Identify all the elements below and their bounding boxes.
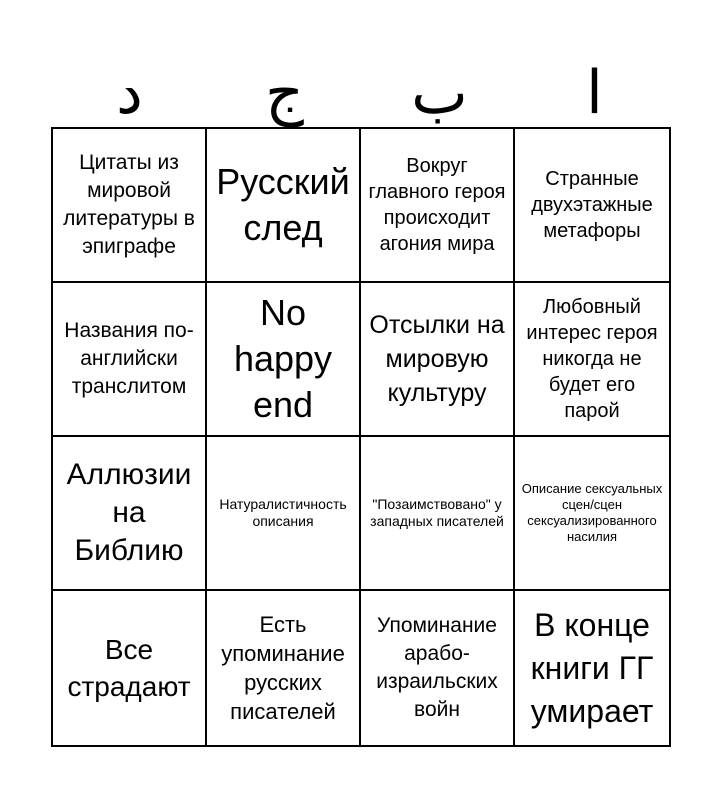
bingo-header: [52, 58, 672, 128]
cell-text: Вокруг главного героя происходит агония мира: [368, 155, 506, 255]
bingo-cell-r2c3[interactable]: [361, 283, 515, 437]
cell-text: Любовный интерес героя никогда не будет его парой: [526, 296, 658, 422]
bingo-cell-r4c3[interactable]: [361, 591, 515, 745]
header-letter-4: د: [116, 58, 143, 128]
bingo-cell-r3c2[interactable]: [207, 437, 361, 591]
cell-text: Упоминание арабо-израильских войн: [376, 614, 498, 721]
cell-text: Все страдают: [67, 634, 191, 702]
bingo-cell-r4c1[interactable]: [53, 591, 207, 745]
cell-text: Цитаты из мировой литературы в эпиграфе: [63, 151, 195, 258]
cell-text: В конце книги ГГ умирает: [530, 606, 654, 729]
cell-text: "Позаимствовано" у западных писателей: [370, 496, 504, 529]
cell-text: Есть упоминание русских писателей: [221, 612, 345, 724]
bingo-cell-r1c1[interactable]: [53, 129, 207, 283]
header-letter-3: ج: [265, 58, 304, 128]
bingo-cell-r3c3[interactable]: [361, 437, 515, 591]
bingo-cell-r3c4[interactable]: [515, 437, 669, 591]
cell-text: Натуралистичность описания: [219, 496, 347, 529]
bingo-cell-r2c4[interactable]: [515, 283, 669, 437]
bingo-cell-r2c1[interactable]: [53, 283, 207, 437]
header-letter-2: ب: [411, 58, 468, 128]
cell-text: Странные двухэтажные метафоры: [531, 168, 653, 242]
bingo-cell-r2c2[interactable]: [207, 283, 361, 437]
cell-text: No happy end: [233, 292, 333, 425]
bingo-cell-r1c4[interactable]: [515, 129, 669, 283]
bingo-cell-r1c2[interactable]: [207, 129, 361, 283]
header-letter-1: ا: [586, 58, 603, 128]
cell-text: Описание сексуальных сцен/сцен сексуализированного насилия: [521, 481, 663, 544]
bingo-grid: [51, 127, 671, 747]
bingo-cell-r4c4[interactable]: [515, 591, 669, 745]
cell-text: Русский след: [216, 161, 350, 248]
bingo-cell-r1c3[interactable]: [361, 129, 515, 283]
cell-text: Аллюзии на Библию: [66, 458, 192, 567]
bingo-cell-r4c2[interactable]: [207, 591, 361, 745]
bingo-cell-r3c1[interactable]: [53, 437, 207, 591]
cell-text: Отсылки на мировую культуру: [369, 311, 505, 407]
cell-text: Названия по-английски транслитом: [64, 319, 194, 398]
